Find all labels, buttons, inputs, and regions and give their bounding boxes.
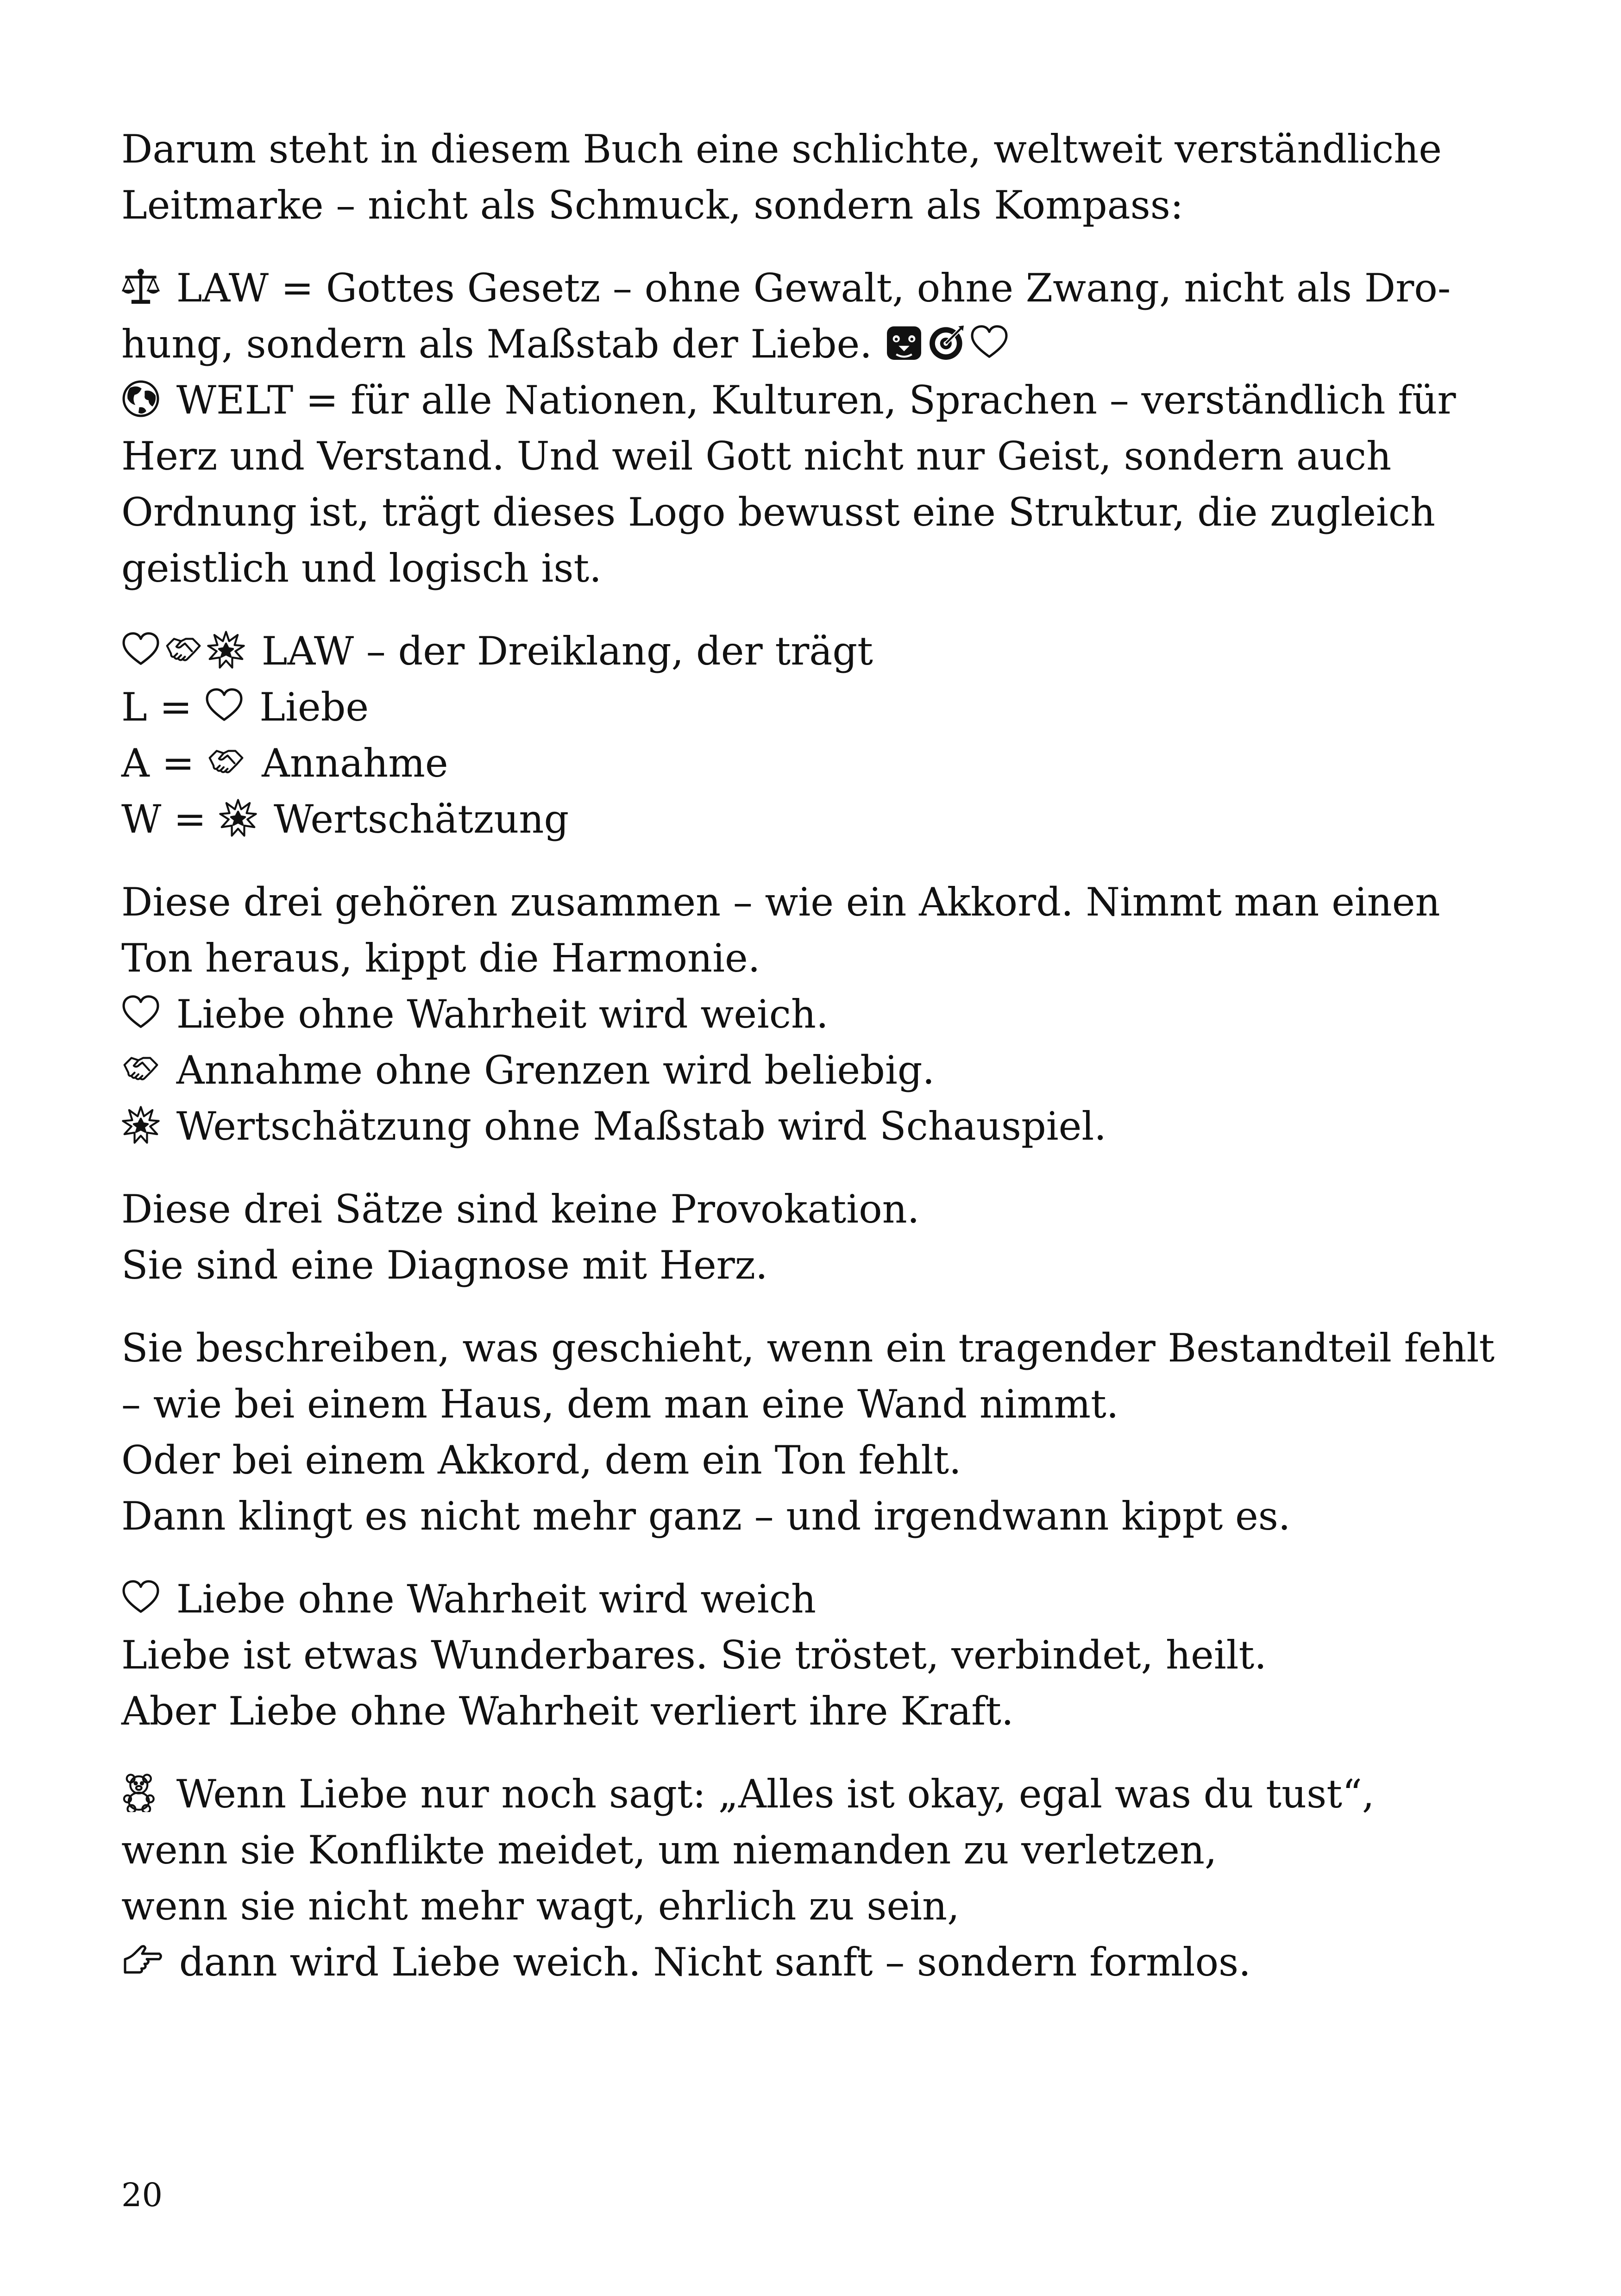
statement-line: [121, 1042, 1464, 1098]
statement-text: Annahme ohne Grenzen wird beliebig.: [176, 1048, 935, 1093]
statement-text: Liebe ohne Wahrheit wird weich.: [176, 991, 829, 1037]
section-heading-text: LAW – der Dreiklang, der trägt: [261, 628, 873, 674]
definition-w: [121, 791, 1464, 847]
definition-word: Annahme: [262, 740, 448, 786]
handshake-icon: [207, 742, 245, 781]
section-heading: [121, 623, 1464, 679]
paragraph-text: Wenn Liebe nur noch sagt: „Alles ist okay, egal was du tust“,: [176, 1771, 1375, 1817]
paragraph-line: Dann klingt es nicht mehr ganz – und irgendwann kippt es.: [121, 1493, 1291, 1539]
target-icon: [927, 323, 966, 362]
paragraph-line: Aber Liebe ohne Wahrheit verliert ihre Kraft.: [121, 1688, 1014, 1734]
law-definition-text: hung, sondern als Maßstab der Liebe.: [121, 321, 872, 367]
paragraph-line: [121, 1766, 1464, 1822]
paragraph-line: Ordnung ist, trägt dieses Logo bewusst eine Struktur, die zugleich: [121, 489, 1435, 535]
definition-word: Liebe: [259, 684, 369, 730]
paragraph-line: geistlich und logisch ist.: [121, 546, 602, 591]
body-text: [121, 121, 1495, 1990]
handshake-icon: [121, 1049, 160, 1088]
paragraph-line: Darum steht in diesem Buch eine schlichte, weltweit verständliche: [121, 126, 1442, 172]
paragraph-line: wenn sie Konflikte meidet, um niemanden zu verletzen,: [121, 1827, 1217, 1873]
heart-icon: [121, 630, 160, 669]
globe-icon: [121, 379, 160, 418]
letter-label: L =: [121, 684, 192, 730]
definition-a: [121, 735, 1464, 791]
paragraph-line: Sie sind eine Diagnose mit Herz.: [121, 1242, 768, 1288]
pointing-hand-icon: [121, 1941, 163, 1980]
teddy-bear-icon: [121, 1773, 160, 1812]
statement-line: [121, 1098, 1464, 1154]
page-number: 20: [121, 2176, 163, 2214]
statement-line: [121, 986, 1464, 1042]
law-definition-line: [121, 316, 1464, 372]
balance-scale-icon: [121, 267, 160, 306]
paragraph-line: Diese drei Sätze sind keine Provokation.: [121, 1186, 920, 1232]
paragraph-line: Herz und Verstand. Und weil Gott nicht nur Geist, sondern auch: [121, 433, 1392, 479]
paragraph-line: Liebe ist etwas Wunderbares. Sie tröstet, verbindet, heilt.: [121, 1632, 1267, 1678]
subsection-heading-text: Liebe ohne Wahrheit wird weich: [176, 1576, 816, 1622]
definition-word: Wertschätzung: [273, 797, 569, 842]
heart-icon: [121, 1578, 160, 1617]
sparkle-burst-icon: [207, 630, 245, 669]
definition-l: [121, 679, 1464, 735]
paragraph-line: [121, 1934, 1464, 1990]
paragraph-line: wenn sie nicht mehr wagt, ehrlich zu sein,: [121, 1883, 960, 1929]
welt-definition-text: WELT = für alle Nationen, Kulturen, Sprachen – verständlich für: [176, 377, 1456, 423]
statement-text: Wertschätzung ohne Maßstab wird Schauspiel.: [176, 1104, 1106, 1149]
letter-label: A =: [121, 740, 195, 786]
paragraph-text: dann wird Liebe weich. Nicht sanft – sondern formlos.: [179, 1939, 1251, 1985]
letter-label: W =: [121, 797, 207, 842]
heart-icon: [121, 993, 160, 1032]
subsection-heading: [121, 1571, 1464, 1627]
paragraph-line: Diese drei gehören zusammen – wie ein Akkord. Nimmt man einen: [121, 879, 1440, 925]
paragraph-line: Oder bei einem Akkord, dem ein Ton fehlt.: [121, 1437, 961, 1483]
heart-icon: [970, 323, 1009, 362]
heart-icon: [205, 686, 244, 725]
paragraph-line: Sie beschreiben, was geschieht, wenn ein tragender Bestandteil fehlt: [121, 1325, 1495, 1371]
paragraph-line: Leitmarke – nicht als Schmuck, sondern als Kompass:: [121, 182, 1184, 228]
sparkle-burst-icon: [219, 798, 258, 837]
paragraph-line: Ton heraus, kippt die Harmonie.: [121, 935, 760, 981]
welt-definition-line: [121, 372, 1464, 428]
law-definition-text: LAW = Gottes Gesetz – ohne Gewalt, ohne Zwang, nicht als Dro-: [176, 265, 1451, 311]
paragraph-line: – wie bei einem Haus, dem man eine Wand nimmt.: [121, 1381, 1119, 1427]
law-definition-line: [121, 260, 1464, 316]
lion-face-icon: [885, 323, 924, 362]
handshake-icon: [164, 630, 203, 669]
sparkle-burst-icon: [121, 1105, 160, 1144]
